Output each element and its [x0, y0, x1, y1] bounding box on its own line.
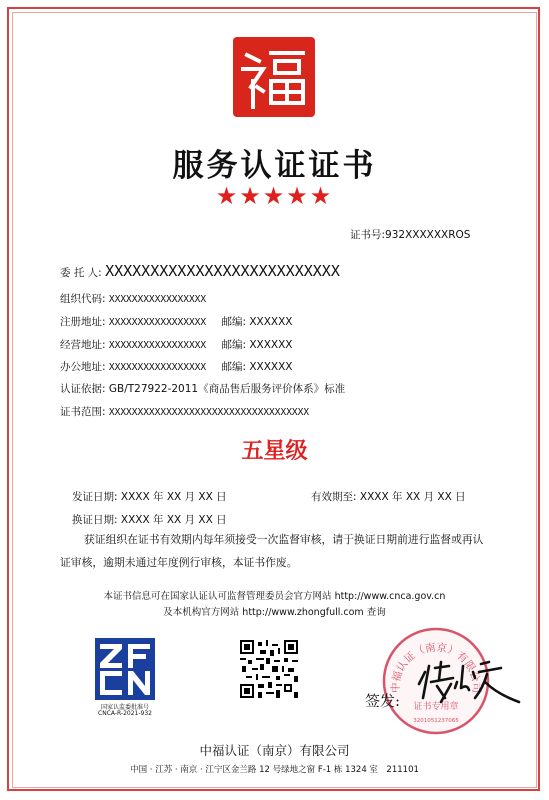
client-row: [60, 262, 340, 280]
registered-postcode: 邮编: XXXXXX: [221, 316, 293, 328]
validity-paragraph: 获证组织在证书有效期内每年须接受一次监督审核，请于换证日期前进行监督或再认证审核，逾期未通过年度例行审核，本证书作废。: [60, 533, 484, 569]
certificate-number: 证书号:932XXXXXXROS: [350, 229, 471, 241]
rating-stars: ★★★★★: [215, 182, 334, 210]
scope-value: XXXXXXXXXXXXXXXXXXXXXXXXXXXXXXXXXXX: [108, 407, 310, 418]
verification-note-line2: 及本机构官方网站 http://www.zhongfull.com 查询: [163, 607, 386, 618]
client-label: 委 托 人:: [60, 267, 102, 279]
basis-row: [60, 381, 345, 396]
business-address-value: XXXXXXXXXXXXXXXXX: [108, 340, 207, 351]
certificate-title: 服务认证证书: [172, 148, 377, 184]
seal-number: 3201051237065: [413, 718, 459, 724]
basis-label: 认证依据:: [60, 383, 106, 395]
scope-row: [60, 404, 309, 419]
office-postcode: 邮编: XXXXXX: [221, 361, 293, 373]
issue-date: 发证日期: XXXX 年 XX 月 XX 日: [72, 491, 227, 503]
business-address-label: 经营地址:: [60, 339, 106, 351]
office-address-value: XXXXXXXXXXXXXXXXX: [108, 362, 207, 373]
seal-text: 中福认证（南京）有限公司: [389, 641, 483, 694]
org-code-value: XXXXXXXXXXXXXXXXX: [108, 294, 207, 305]
handwritten-signature-icon: [415, 658, 525, 710]
company-name: 中福认证（南京）有限公司: [199, 743, 350, 758]
fu-logo-icon: [233, 37, 315, 117]
company-address: 中国 · 江苏 · 南京 · 江宁区金兰路 12 号绿地之窗 F-1 栋 1324 室 211101: [130, 765, 419, 775]
org-code-row: [60, 291, 206, 306]
renew-date: 换证日期: XXXX 年 XX 月 XX 日: [72, 514, 227, 526]
office-address-label: 办公地址:: [60, 361, 106, 373]
registered-address-value: XXXXXXXXXXXXXXXXX: [108, 317, 207, 328]
business-postcode: 邮编: XXXXXX: [221, 339, 293, 351]
registered-address-label: 注册地址:: [60, 316, 106, 328]
cnca-approval-number: CNCA-R-2021-932: [98, 710, 152, 717]
basis-value: GB/T27922-2011《商品售后服务评价体系》标准: [108, 383, 346, 395]
scope-label: 证书范围:: [60, 406, 106, 418]
business-address-row: [60, 337, 293, 352]
rating-level: 五星级: [241, 439, 308, 464]
valid-until-date: 有效期至: XXXX 年 XX 月 XX 日: [311, 491, 466, 503]
qr-code-icon[interactable]: [240, 640, 298, 698]
org-code-label: 组织代码:: [60, 293, 106, 305]
office-address-row: [60, 359, 293, 374]
verification-note-line1: 本证书信息可在国家认证认可监督管理委员会官方网站 http://www.cnca.gov.cn: [103, 591, 446, 602]
seal-sub-text: 证书专用章: [413, 702, 459, 712]
registered-address-row: [60, 314, 293, 329]
cnca-caption: 国家认监委批准号: [100, 704, 149, 711]
zfcn-logo-icon: [95, 638, 155, 700]
signer-label: 签发:: [365, 692, 401, 710]
client-value: XXXXXXXXXXXXXXXXXXXXXXXXXX: [105, 262, 340, 280]
